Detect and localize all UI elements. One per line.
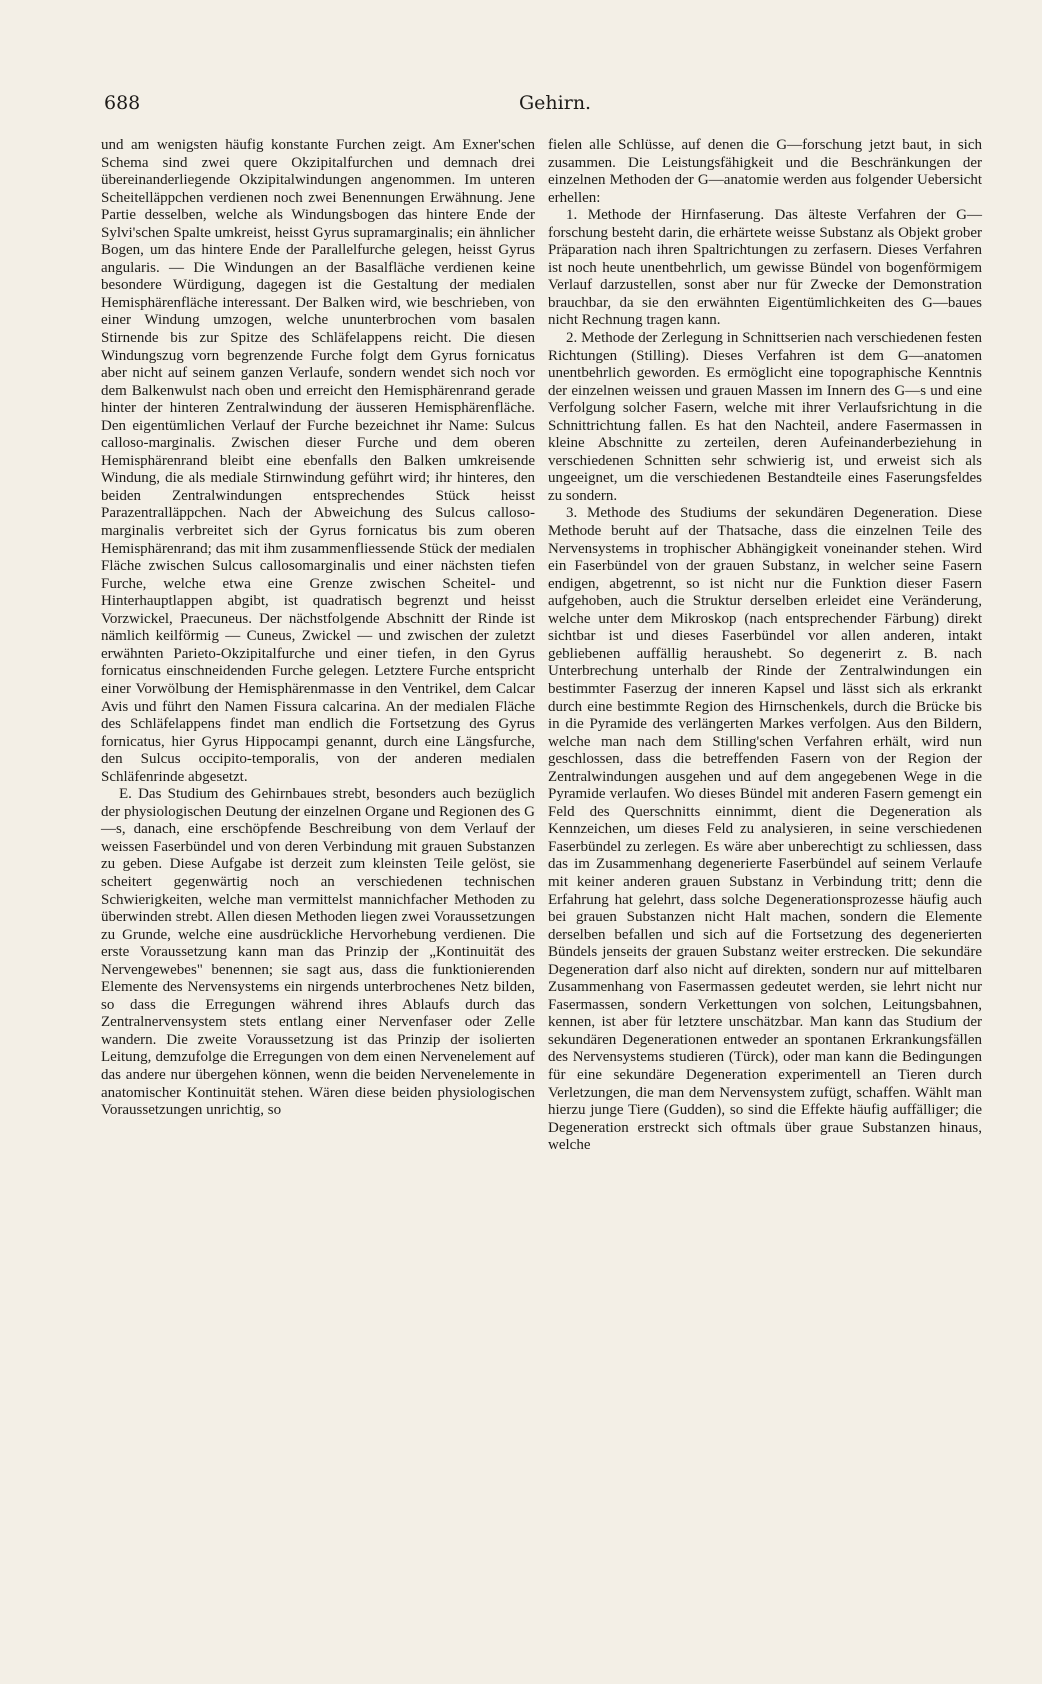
page-number: 688 [104, 92, 141, 114]
paragraph: 2. Methode der Zerlegung in Schnittserien nach verschiedenen festen Richtungen (Stilling). Dieses Verfahren ist dem G—anatomen unentbehrlich geworden. Es ermöglicht eine topographische Kenntnis der einzelnen weissen und grauen Massen im Innern des G—s und eine Verfolgung solcher Fasern, welche mit ihrer Verlaufsrichtung in die Schnittrichtung fallen. Es hat den Nachteil, andere Fasermassen in kleine Abschnitte zu zerteilen, deren Aufeinanderbeziehung in verschiedenen Schnitten sehr schwierig ist, und erweist sich als ungeeignet, um die verschiedenen Bestandteile eines Faserungsfeldes zu sondern. [548, 330, 982, 504]
paragraph: 3. Methode des Studiums der sekundären Degeneration. Diese Methode beruht auf der Thatsache, dass die einzelnen Teile des Nervensystems in trophischer Abhängigkeit voneinander stehen. Wird ein Faserbündel von der grauen Substanz, in welcher seine Fasern endigen, abgetrennt, so ist nicht nur die Funktion dieser Fasern aufgehoben, auch die Struktur derselben erleidet eine Veränderung, welche unter dem Mikroskop (nach entsprechender Färbung) direkt sichtbar ist und dieses Faserbündel vor allen anderen, intakt gebliebenen auffällig heraushebt. So degenerirt z. B. nach Unterbrechung unterhalb der Rinde der Zentralwindungen ein bestimmter Faserzug der inneren Kapsel und lässt sich als erkrankt durch eine bestimmte Region des Hirnschenkels, durch die Brücke bis in die Pyramide des verlängerten Markes verfolgen. Aus den Bildern, welche man nach dem Stilling'schen Verfahren erhält, wird nun geschlossen, dass die betreffenden Fasern von der Region der Zentralwindungen ausgehen und auf dem angegebenen Wege in die Pyramide verlaufen. Wo dieses Bündel mit anderen Fasern gemengt ein Feld des Querschnitts einnimmt, dient die Degeneration als Kennzeichen, um dieses Feld zu analysieren, in seine verschiedenen Faserbündel zu zerlegen. Es wäre aber unberechtigt zu schliessen, dass das im Zusammenhang degenerierte Faserbündel auf seinem Verlaufe mit keiner anderen grauen Substanz in Verbindung tritt; denn die Erfahrung hat gelehrt, dass solche Degenerationsprozesse häufig auch bei grauen Substanzen nicht Halt machen, sondern die Elemente derselben befallen und sich auf die Fortsetzung des degenerierten Bündels jenseits der grauen Substanz weiter erstrecken. Die sekundäre Degeneration darf also nicht auf direkten, sondern nur auf mittelbaren Zusammenhang von Fasermassen gedeutet werden, sie lehrt nicht nur Fasermassen, sondern Verkettungen von solchen, Leitungsbahnen, kennen, ist aber für letztere unschätzbar. Man kann das Studium der sekundären Degenerationen entweder an spontanen Erkrankungsfällen des Nervensystems studieren (Türck), oder man kann die Bedingungen für eine sekundäre Degeneration experimentell an Tieren durch Verletzungen, die man dem Nervensystem zufügt, schaffen. Wählt man hierzu junge Tiere (Gudden), so sind die Effekte häufig auffälliger; die Degeneration erstreckt sich oftmals über graue Substanzen hinaus, welche [548, 505, 982, 1154]
paragraph: 1. Methode der Hirnfaserung. Das älteste Verfahren der G—forschung besteht darin, die erhärtete weisse Substanz als Objekt grober Präparation nach ihren Spaltrichtungen zu zerfasern. Dieses Verfahren ist noch heute unentbehrlich, um gewisse Bündel von bogenförmigem Verlauf darzustellen, sonst aber nur für Zwecke der Demonstration brauchbar, da sie den erwähnten Eigentümlichkeiten des G—baues nicht Rechnung tragen kann. [548, 207, 982, 329]
running-title: Gehirn. [519, 92, 592, 114]
paragraph: E. Das Studium des Gehirnbaues strebt, besonders auch bezüglich der physiologischen Deutung der einzelnen Organe und Regionen des G—s, danach, eine erschöpfende Beschreibung von dem Verlauf der weissen Faserbündel und von deren Verbindung mit grauen Substanzen zu geben. Diese Aufgabe ist derzeit zum kleinsten Teile gelöst, sie scheitert gegenwärtig noch an verschiedenen technischen Schwierigkeiten, welche man vermittelst mannichfacher Methoden zu überwinden strebt. Allen diesen Methoden liegen zwei Voraussetzungen zu Grunde, welche eine ausdrückliche Hervorhebung verdienen. Die erste Voraussetzung kann man das Prinzip der „Kontinuität des Nervengewebes" benennen; sie sagt aus, dass die funktionierenden Elemente des Nervensystems ein nirgends unterbrochenes Netz bilden, so dass die Erregungen während ihres Ablaufs durch das Zentralnervensystem stets entlang einer Nervenfaser oder Zelle wandern. Die zweite Voraussetzung ist das Prinzip der isolierten Leitung, demzufolge die Erregungen von dem einen Nervenelement auf das andere nur übergehen können, wenn die beiden Nervenelemente in anatomischer Kontinuität stehen. Wären diese beiden physiologischen Voraussetzungen unrichtig, so [101, 786, 535, 1119]
left-column [101, 137, 535, 1120]
paragraph: und am wenigsten häufig konstante Furchen zeigt. Am Exner'schen Schema sind zwei quere Okzipitalfurchen und demnach drei übereinanderliegende Okzipitalwindungen angenommen. Im unteren Scheitelläppchen verdienen noch zwei Benennungen Erwähnung. Jene Partie desselben, welche als Windungsbogen das hintere Ende der Sylvi'schen Spalte umkreist, heisst Gyrus supramarginalis; ein ähnlicher Bogen, um das hintere Ende der Parallelfurche gelegen, heisst Gyrus angularis. — Die Windungen an der Basalfläche verdienen keine besondere Würdigung, dagegen ist die Gestaltung der medialen Hemisphärenfläche interessant. Der Balken wird, wie beschrieben, von einer Windung umzogen, welche ununterbrochen vom basalen Stirnende bis zur Spitze des Schläfelappens reicht. Die diesen Windungszug vorn begrenzende Furche folgt dem Gyrus fornicatus aber nicht auf seinem ganzen Verlaufe, sondern wendet sich noch vor dem Balkenwulst nach oben und erreicht den Hemisphärenrand gerade hinter der hinteren Zentralwindung der äusseren Hemisphärenfläche. Den eigentümlichen Verlauf der Furche bezeichnet ihr Name: Sulcus calloso-marginalis. Zwischen dieser Furche und dem oberen Hemisphärenrand bleibt eine ebenfalls den Balken umkreisende Windung, die als mediale Stirnwindung geführt wird; ihr hinteres, den beiden Zentralwindungen entsprechendes Stück heisst Parazentralläppchen. Nach der Abweichung des Sulcus calloso-marginalis verbreitet sich der Gyrus fornicatus bis zum oberen Hemisphärenrand; das mit ihm zusammenfliessende Stück der medialen Fläche zwischen Sulcus callosomarginalis und einer nächsten tiefen Furche, welche etwa eine Grenze zwischen Scheitel- und Hinterhauptlappen abgibt, ist quadratisch begrenzt und heisst Vorzwickel, Praecuneus. Der nächstfolgende Abschnitt der Rinde ist nämlich keilförmig — Cuneus, Zwickel — und zwischen der zuletzt erwähnten Parieto-Okzipitalfurche und einer tiefen, in den Gyrus fornicatus einschneidenden Furche gelegen. Letztere Furche entspricht einer Vorwölbung der Hemisphärenmasse in den Ventrikel, dem Calcar Avis und führt den Namen Fissura calcarina. An der medialen Fläche des Schläfelappens findet man endlich die Fortsetzung des Gyrus fornicatus, hier Gyrus Hippocampi genannt, durch eine Längsfurche, den Sulcus occipito-temporalis, von der anderen medialen Schläfenrinde abgesetzt. [101, 137, 535, 785]
paragraph: fielen alle Schlüsse, auf denen die G—forschung jetzt baut, in sich zusammen. Die Leistungsfähigkeit und die Beschränkungen der einzelnen Methoden der G—anatomie werden aus folgender Uebersicht erhellen: [548, 137, 982, 206]
right-column [548, 137, 982, 1155]
